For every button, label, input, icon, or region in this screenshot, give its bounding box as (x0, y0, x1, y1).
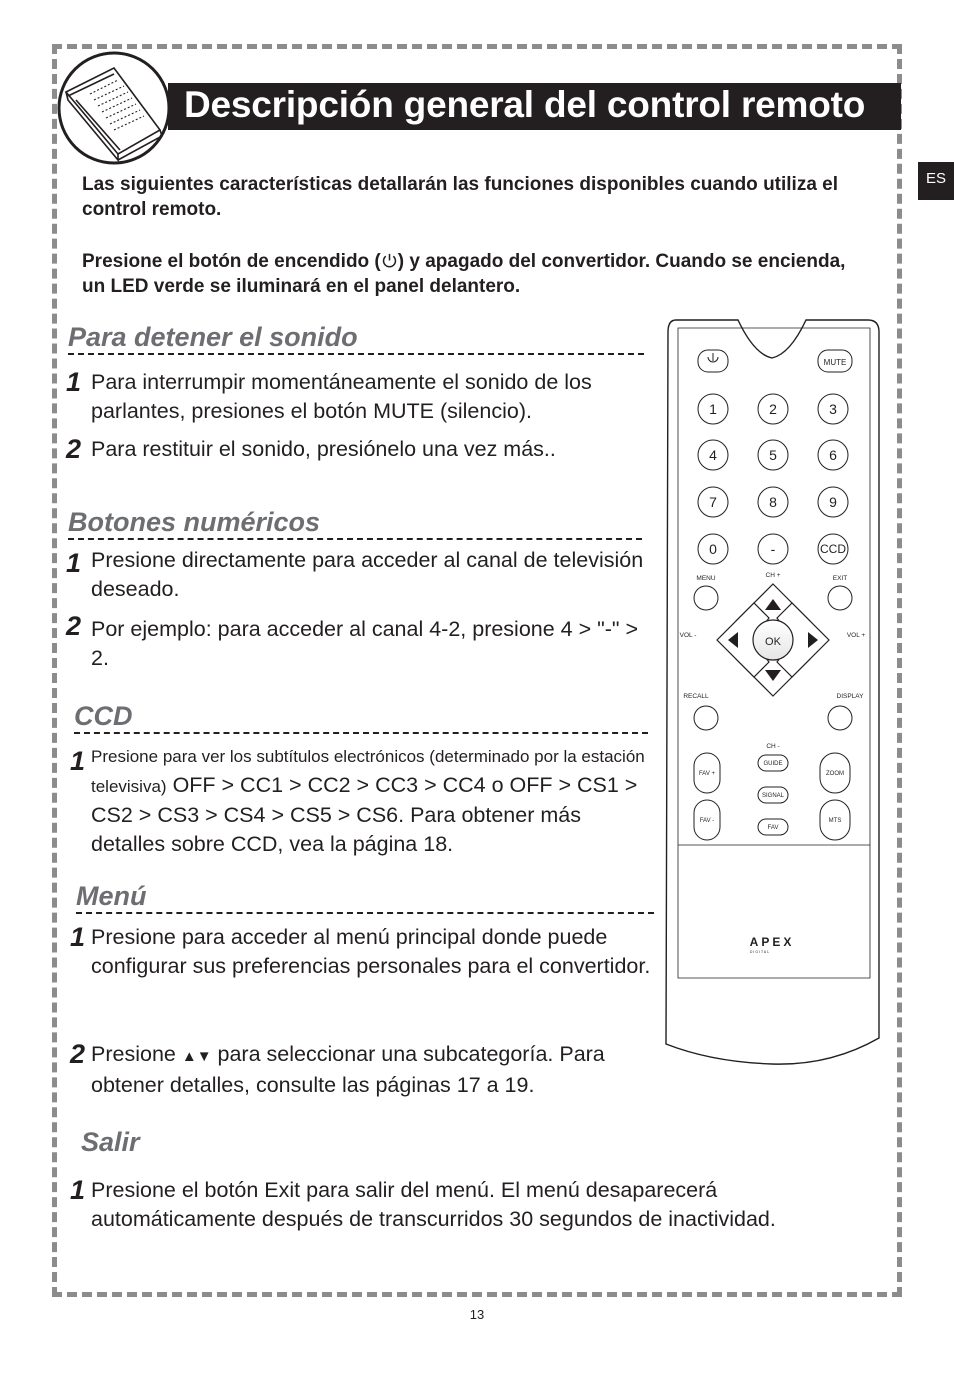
remote-control-illustration (662, 318, 882, 1068)
step-text-main: OFF > CC1 > CC2 > CC3 > CC4 o OFF > CS1 > CS2 > CS3 > CS4 > CS5 > CS6. Para obtener más detalles sobre CCD, vea la página 18. (91, 773, 638, 856)
step-text-end: para seleccionar una subcategoría. Para obtener detalles, consulte las páginas 17 a 19. (91, 1042, 605, 1097)
book-icon (56, 50, 172, 166)
step-text: Para interrumpir momentáneamente el sonido de los parlantes, presiones el botón MUTE (silencio). (91, 370, 592, 423)
svg-text:VOL -: VOL - (679, 632, 697, 639)
step-number: 1 (70, 746, 86, 776)
svg-text:DISPLAY: DISPLAY (836, 693, 864, 700)
divider (68, 538, 642, 540)
step-text (91, 741, 656, 859)
up-down-arrows-icon: ▲▼ (181, 1048, 212, 1065)
svg-text:CCD: CCD (820, 542, 846, 556)
svg-text:MTS: MTS (828, 818, 842, 824)
svg-text:-: - (770, 541, 776, 557)
remote-mute-label: MUTE (823, 358, 847, 367)
section-title-mute: Para detener el sonido (68, 322, 358, 352)
svg-text:FAV +: FAV + (698, 771, 716, 777)
intro-p2-start: Presione el botón de encendido ( (82, 251, 381, 272)
svg-text:EXIT: EXIT (832, 575, 848, 582)
svg-text:CH +: CH + (765, 572, 781, 579)
svg-text:DIGITAL: DIGITAL (749, 950, 771, 954)
section-title-menu: Menú (76, 881, 147, 911)
power-icon (381, 252, 398, 269)
section-title-exit: Salir (81, 1127, 140, 1157)
svg-text:7: 7 (709, 494, 717, 510)
svg-text:2: 2 (769, 401, 777, 417)
divider (68, 353, 644, 355)
step-text-small: Presione para ver los subtítulos electrónicos (determinado por la estación televisiva) (91, 747, 645, 796)
step-number: 1 (66, 367, 82, 397)
intro-paragraph-1: Las siguientes características detallarán las funciones disponibles cuando utiliza el control remoto. (82, 174, 839, 220)
svg-text:9: 9 (829, 494, 837, 510)
divider (74, 732, 648, 734)
svg-text:5: 5 (769, 447, 777, 463)
svg-text:FAV -: FAV - (699, 818, 715, 824)
step-text: Por ejemplo: para acceder al canal 4-2, presione 4 > "-" > 2. (91, 617, 639, 670)
language-tab: ES (918, 162, 954, 200)
svg-text:3: 3 (829, 401, 837, 417)
intro-paragraph-2 (82, 249, 872, 299)
step-number: 2 (66, 434, 82, 464)
step-number: 2 (70, 1039, 86, 1069)
step-text: Presione para acceder al menú principal donde puede configurar sus preferencias personales para el convertidor. (91, 925, 651, 978)
svg-text:SIGNAL: SIGNAL (761, 793, 785, 799)
page-title: Descripción general del control remoto (184, 84, 866, 125)
svg-text:0: 0 (709, 541, 717, 557)
brand-logo: APEX (749, 935, 795, 949)
step-text (91, 1040, 666, 1100)
step-text: Presione el botón Exit para salir del menú. El menú desaparecerá automáticamente después de transcurridos 30 segundos de inactividad. (91, 1178, 776, 1231)
svg-text:ZOOM: ZOOM (826, 771, 844, 777)
step-text: Presione directamente para acceder al canal de televisión deseado. (91, 548, 644, 601)
section-title-ccd: CCD (74, 701, 133, 731)
svg-text:CH -: CH - (766, 743, 780, 750)
divider (76, 912, 654, 914)
step-text: Para restituir el sonido, presiónelo una vez más.. (91, 437, 556, 461)
svg-text:MENU: MENU (696, 575, 716, 582)
step-number: 1 (70, 922, 86, 952)
section-title-numeric: Botones numéricos (68, 507, 321, 537)
svg-text:OK: OK (765, 636, 781, 648)
svg-text:1: 1 (709, 401, 717, 417)
step-text-start: Presione (91, 1042, 182, 1066)
svg-text:6: 6 (829, 447, 837, 463)
svg-text:4: 4 (709, 447, 717, 463)
svg-text:RECALL: RECALL (683, 693, 709, 700)
svg-text:8: 8 (769, 494, 777, 510)
intro-p2-end: ) y apagado del convertidor. Cuando se encienda, un LED verde se iluminará en el panel delantero. (82, 251, 846, 297)
step-number: 1 (66, 548, 82, 578)
step-number: 1 (70, 1175, 86, 1205)
step-number: 2 (66, 611, 82, 641)
svg-text:VOL +: VOL + (846, 632, 866, 639)
svg-text:GUIDE: GUIDE (763, 761, 783, 767)
page-number: 13 (469, 1307, 485, 1322)
svg-text:FAV: FAV (767, 825, 779, 831)
